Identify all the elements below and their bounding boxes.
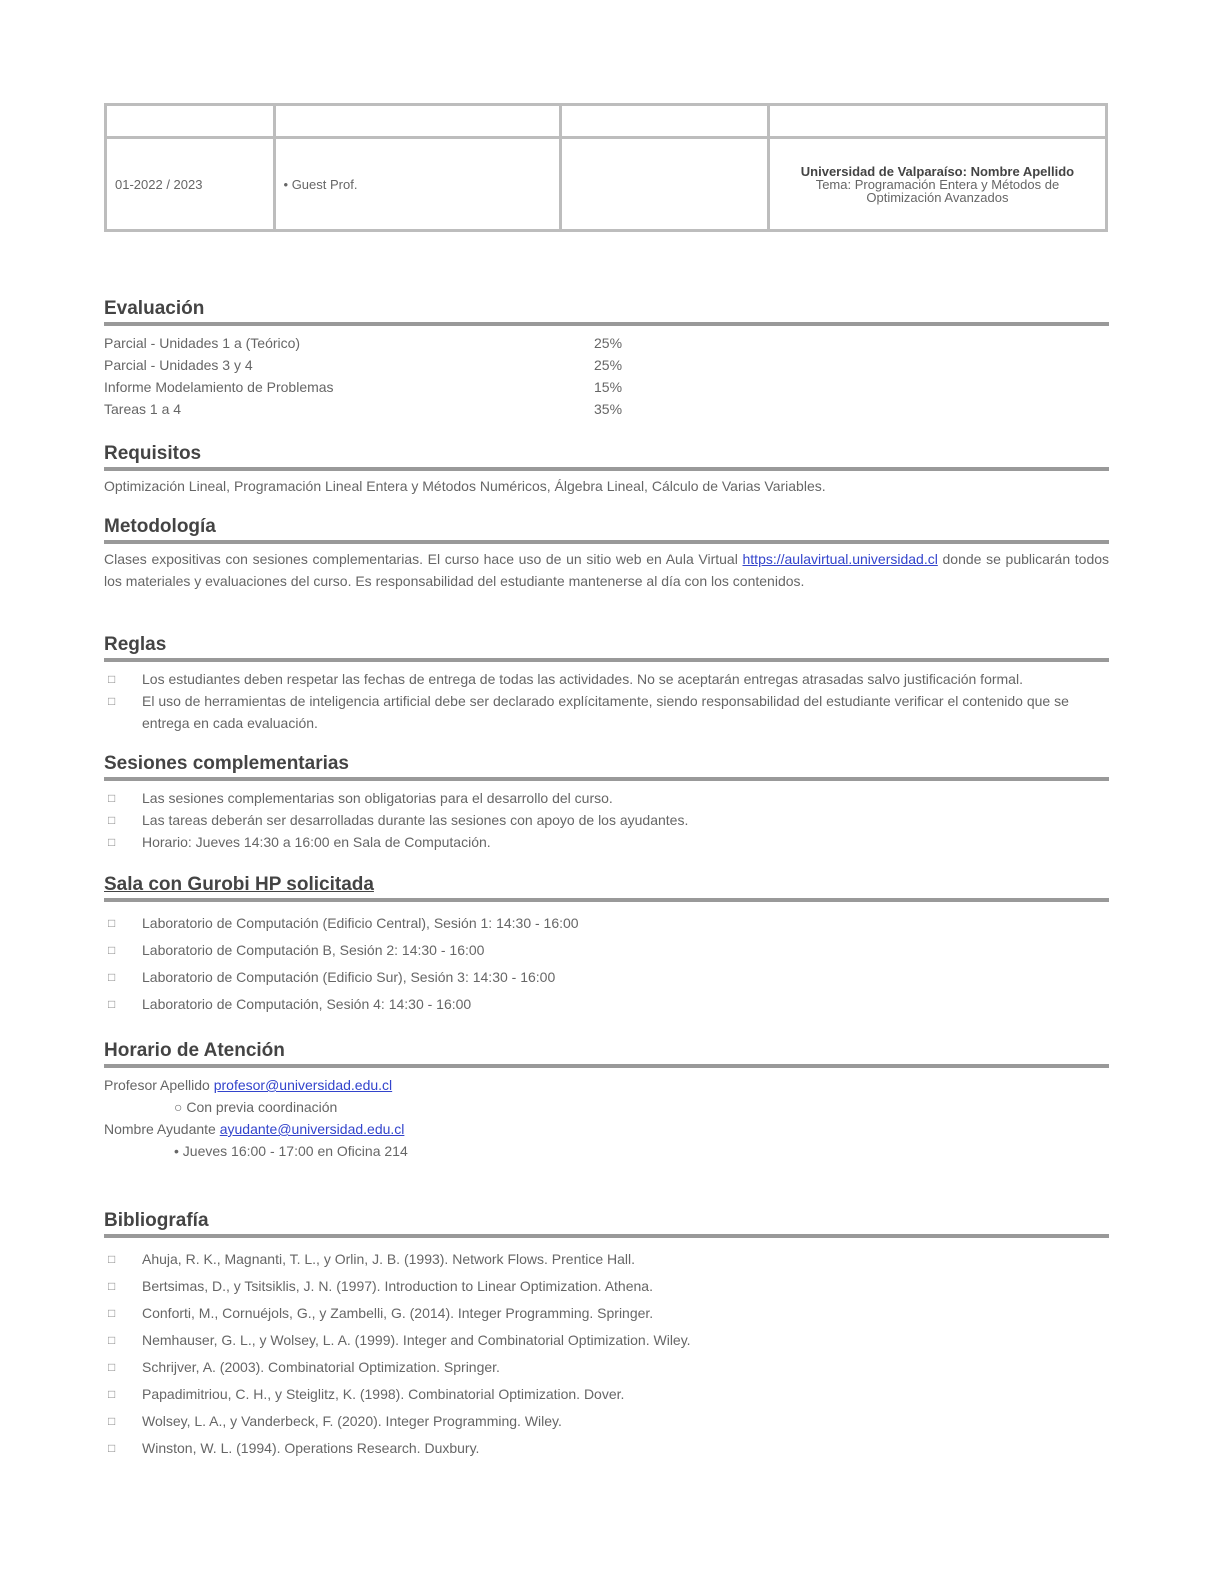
detail-text: Tema: Programación Entera y Métodos de Optimización Avanzados <box>815 176 1060 205</box>
evaluation-label: Parcial - Unidades 3 y 4 <box>104 357 253 373</box>
software-lab-section <box>104 874 1109 1020</box>
sessions-section <box>104 753 1109 853</box>
evaluation-section <box>104 298 1109 420</box>
table-cell-name: • Guest Prof. <box>274 138 560 231</box>
evaluation-percent: 35% <box>594 401 623 417</box>
list-item: □ Papadimitriou, C. H., y Steiglitz, K. (1998). Combinatorial Optimization. Dover. <box>104 1383 1109 1405</box>
table-cell <box>274 105 560 138</box>
list-item: □ Los estudiantes deben respetar las fechas de entrega de todas las actividades. No se aceptarán entregas atrasadas salvo justificación formal. <box>104 668 1109 690</box>
section-title <box>104 874 1109 902</box>
list-item: □ Schrijver, A. (2003). Combinatorial Optimization. Springer. <box>104 1356 1109 1378</box>
evaluation-item <box>104 354 1109 376</box>
evaluation-label: Parcial - Unidades 1 a (Teórico) <box>104 335 301 351</box>
list-item: □ Winston, W. L. (1994). Operations Research. Duxbury. <box>104 1437 1109 1459</box>
contact-note: ○ Con previa coordinación <box>104 1096 1109 1118</box>
list-item: □ Laboratorio de Computación B, Sesión 2: 14:30 - 16:00 <box>104 939 1109 961</box>
list-item: □ Nemhauser, G. L., y Wolsey, L. A. (1999). Integer and Combinatorial Optimization. Wiley. <box>104 1329 1109 1351</box>
schedule-table <box>104 103 1108 232</box>
section-title-text: Sala con Gurobi HP solicitada <box>104 874 374 895</box>
office-hours-section <box>104 1040 1109 1162</box>
list-item: □ Bertsimas, D., y Tsitsiklis, J. N. (1997). Introduction to Linear Optimization. Athena. <box>104 1275 1109 1297</box>
list-item: □ Las sesiones complementarias son obligatorias para el desarrollo del curso. <box>104 787 1109 809</box>
lab-list <box>104 912 1109 1015</box>
list-item: □ Conforti, M., Cornuéjols, G., y Zambelli, G. (2014). Integer Programming. Springer. <box>104 1302 1109 1324</box>
section-title: Bibliografía <box>104 1210 1109 1238</box>
table-cell <box>768 105 1106 138</box>
requirements-section <box>104 443 1109 497</box>
section-title: Sesiones complementarias <box>104 753 1109 781</box>
table-cell-date: 01-2022 / 2023 <box>106 138 275 231</box>
list-item: □ Laboratorio de Computación, Sesión 4: 14:30 - 16:00 <box>104 993 1109 1015</box>
rules-list <box>104 668 1109 734</box>
sessions-list <box>104 787 1109 853</box>
evaluation-item <box>104 332 1109 354</box>
methodology-section <box>104 516 1109 592</box>
bibliography-section <box>104 1210 1109 1464</box>
table-cell-detail <box>768 138 1106 231</box>
list-item: □ Wolsey, L. A., y Vanderbeck, F. (2020). Integer Programming. Wiley. <box>104 1410 1109 1432</box>
methodology-text-part: donde se publicarán todos los materiales y evaluaciones del curso. Es responsabilidad del estudiante mantenerse al día con los contenidos. <box>104 551 1110 589</box>
requirements-text: Optimización Lineal, Programación Lineal Entera y Métodos Numéricos, Álgebra Lineal, Cálculo de Varias Variables. <box>104 478 826 494</box>
bibliography-list <box>104 1248 1109 1459</box>
list-item: □ Laboratorio de Computación (Edificio Sur), Sesión 3: 14:30 - 16:00 <box>104 966 1109 988</box>
evaluation-percent: 25% <box>594 335 623 351</box>
evaluation-item <box>104 398 1109 420</box>
evaluation-list <box>104 332 1109 420</box>
section-title: Evaluación <box>104 298 1109 326</box>
section-title: Reglas <box>104 634 1109 662</box>
section-title: Requisitos <box>104 443 1109 471</box>
email-link[interactable]: profesor@universidad.edu.cl <box>213 1077 393 1093</box>
detail-bold: Universidad de Valparaíso: Nombre Apellido <box>800 163 1075 179</box>
section-title: Horario de Atención <box>104 1040 1109 1068</box>
methodology-text <box>104 548 1109 592</box>
list-item: □ El uso de herramientas de inteligencia artificial debe ser declarado explícitamente, siendo responsabilidad del estudiante verificar el contenido que se entrega en cada evaluación. <box>104 690 1109 734</box>
evaluation-percent: 25% <box>594 357 623 373</box>
table-cell <box>106 105 275 138</box>
table-cell <box>560 105 768 138</box>
list-item: □ Las tareas deberán ser desarrolladas durante las sesiones con apoyo de los ayudantes. <box>104 809 1109 831</box>
contact-line <box>104 1118 1109 1140</box>
table-cell <box>560 138 768 231</box>
evaluation-percent: 15% <box>594 379 623 395</box>
list-item: □ Horario: Jueves 14:30 a 16:00 en Sala de Computación. <box>104 831 1109 853</box>
evaluation-item <box>104 376 1109 398</box>
section-title: Metodología <box>104 516 1109 544</box>
methodology-text-part: Clases expositivas con sesiones complementarias. El curso hace uso de un sitio web en Aula Virtual <box>104 551 738 567</box>
contact-name: Profesor Apellido <box>104 1077 210 1093</box>
contact-note: • Jueves 16:00 - 17:00 en Oficina 214 <box>104 1140 1109 1162</box>
list-item: □ Ahuja, R. K., Magnanti, T. L., y Orlin, J. B. (1993). Network Flows. Prentice Hall. <box>104 1248 1109 1270</box>
course-website-link[interactable]: https://aulavirtual.universidad.cl <box>742 551 938 567</box>
contact-name: Nombre Ayudante <box>104 1121 216 1137</box>
evaluation-label: Tareas 1 a 4 <box>104 401 182 417</box>
evaluation-label: Informe Modelamiento de Problemas <box>104 379 334 395</box>
contact-line <box>104 1074 1109 1096</box>
rules-section <box>104 634 1109 734</box>
email-link[interactable]: ayudante@universidad.edu.cl <box>219 1121 405 1137</box>
list-item: □ Laboratorio de Computación (Edificio Central), Sesión 1: 14:30 - 16:00 <box>104 912 1109 934</box>
